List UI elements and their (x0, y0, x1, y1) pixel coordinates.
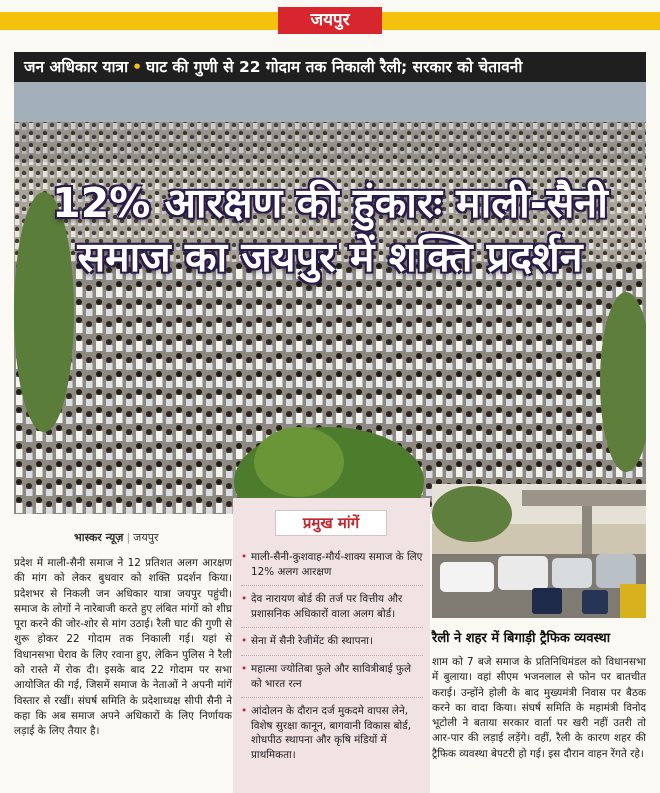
byline-agency: भास्कर न्यूज़ (74, 531, 124, 544)
demand-item: • देव नारायण बोर्ड की तर्ज पर वित्तीय और प्रशासनिक अधिकारों वाला अलग बोर्ड। (241, 586, 423, 628)
headline-line-1: 12% आरक्षण की हुंकारः माली-सैनी (52, 179, 608, 227)
kicker-strip (14, 52, 646, 82)
demand-item: • आंदोलन के दौरान दर्ज मुकदमे वापस लेने, विशेष सुरक्षा कानून, बागवानी विकास बोर्ड, शोधपीठ स्थापना और कृषि मंडियों में प्राथमिकता। (241, 698, 423, 768)
byline-separator: | (126, 531, 131, 544)
key-demands-title: प्रमुख मांगें (275, 510, 387, 536)
crowd-illustration (14, 82, 646, 514)
demand-item: • सेना में सैनी रेजीमेंट की स्थापना। (241, 628, 423, 656)
key-demands-list (241, 544, 423, 769)
kicker-separator: • (132, 58, 143, 76)
byline (74, 530, 158, 545)
article-body-left: प्रदेश में माली-सैनी समाज ने 12 प्रतिशत अलग आरक्षण की मांग को लेकर बुधवार को शक्ति प्रदर्शन किया। प्रदेशभर से निकली जन अधिकार यात्रा जयपुर पहुंची। समाज के लोगों ने नारेबाजी करते हुए लंबित मांगों को शीघ्र पूरा करने की जोर-शोर से मांग उठाई। रैली घाट की गुणी से शुरू होकर 22 गोदाम तक निकाली गई। यहां से विधानसभा घेराव के लिए रवाना हुए, लेकिन पुलिस ने रैली को रास्ते में रोक दी। इसके बाद 22 गोदाम पर सभा आयोजित की गई, जिसमें समाज के नेताओं ने अपनी मांगें विस्तार से रखीं। संघर्ष समिति के प्रदेशाध्यक्ष सीपी सैनी ने कहा कि अब समाज अपने अधिकारों के लिए निर्णायक लड़ाई के लिए तैयार है। (14, 557, 232, 738)
article-body-right: शाम को 7 बजे समाज के प्रतिनिधिमंडल को विधानसभा में बुलाया। वहां सीएम भजनलाल से फोन पर बातचीत कराई। उन्होंने होली के बाद मुख्यमंत्री निवास पर बैठक करने का वादा किया। संघर्ष समिति के महामंत्री विनोद भूटोली ने बताया सरकार वार्ता पर खरी नहीं उतरी तो आर-पार की लड़ाई लड़ेंगे। वहीं, रैली के कारण शहर की ट्रैफिक व्यवस्था बेपटरी हो गई। इस दौरान वाहन रेंगते रहे। (432, 656, 646, 760)
section-band (0, 0, 660, 36)
traffic-jam-photo (432, 484, 646, 618)
city-tag: जयपुर (278, 7, 382, 34)
demand-item: • महात्मा ज्योतिबा फुले और सावित्रीबाई फुले को भारत रत्न (241, 656, 423, 698)
traffic-subheadline: रैली ने शहर में बिगाड़ी ट्रैफिक व्यवस्था (432, 631, 611, 646)
traffic-illustration (432, 484, 646, 618)
kicker-right: घाट की गुणी से 22 गोदाम तक निकाली रैली; सरकार को चेतावनी (146, 58, 523, 76)
demand-item: • माली-सैनी-कुशवाह-मौर्य-शाक्य समाज के लिए 12% अलग आरक्षण (241, 544, 423, 586)
kicker-left: जन अधिकार यात्रा (24, 58, 129, 76)
byline-place: जयपुर (133, 531, 159, 544)
headline-line-2: समाज का जयपुर में शक्ति प्रदर्शन (77, 233, 583, 281)
rally-crowd-photo (14, 82, 646, 514)
key-demands-box (233, 498, 430, 793)
